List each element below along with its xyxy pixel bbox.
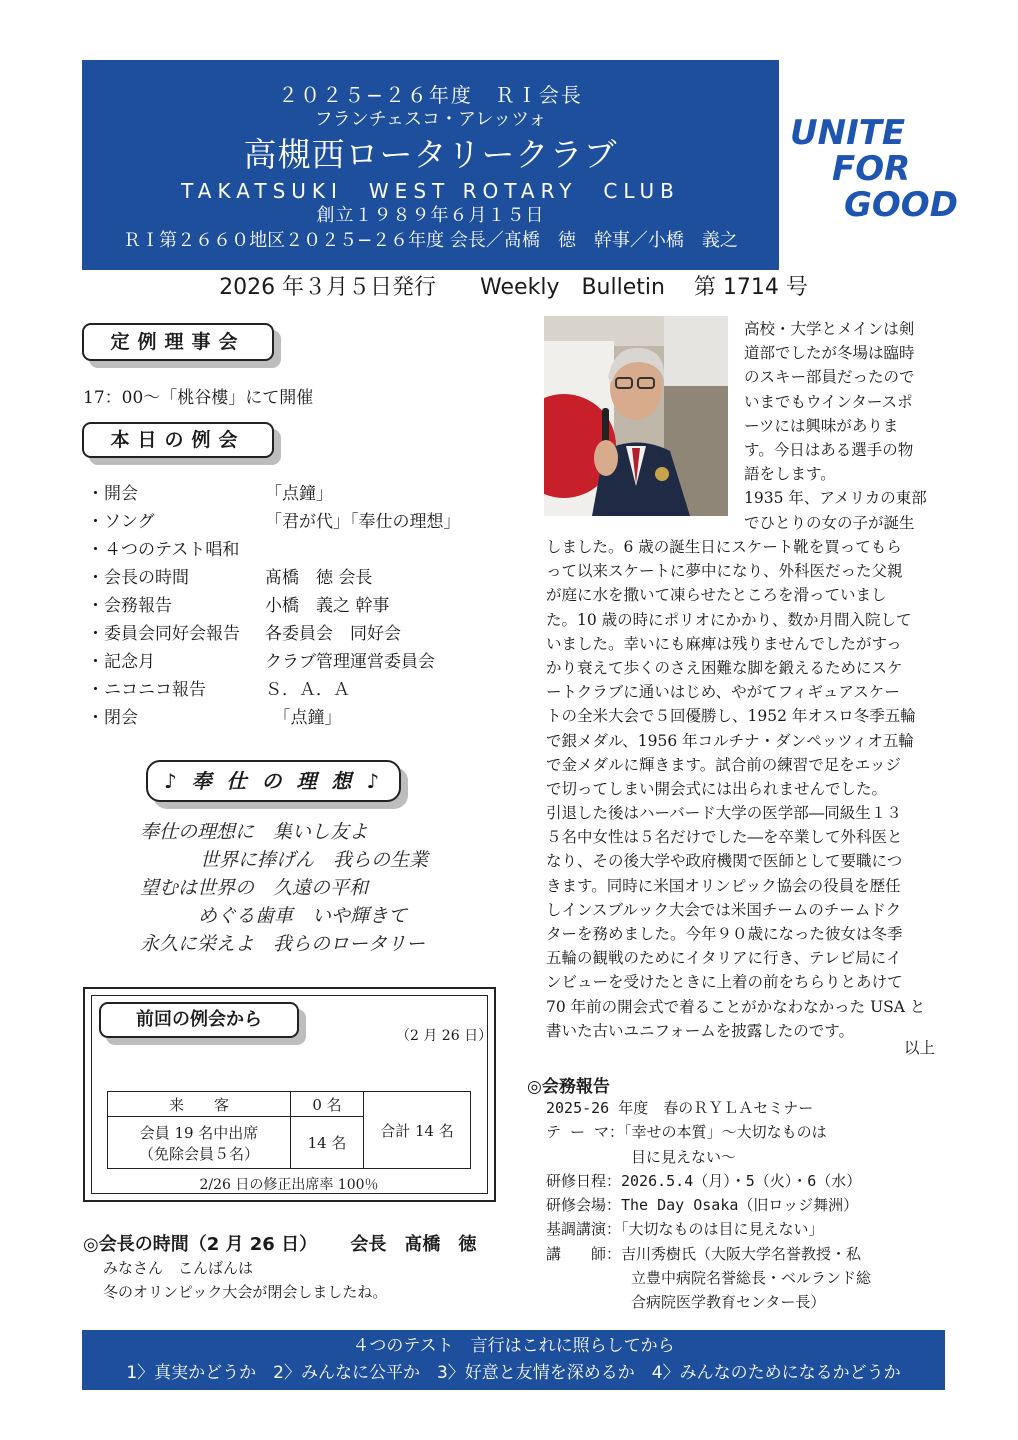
ryla-theme-cont: 目に見えない〜 [631, 1147, 737, 1166]
president-remark: 冬のオリンピック大会が閉会しましたね。 [103, 1283, 388, 1301]
four-way-test-title: ４つのテスト 言行はこれに照らしてから [352, 1336, 675, 1356]
agenda-value: 「点鐘」 [265, 708, 342, 728]
article-line: なり、その後大学や政府機関で医師として要職につ [546, 852, 903, 871]
article-line: ーツには興味がありま [744, 416, 899, 435]
anthem-line: 奉仕の理想に 集いし友よ [140, 821, 369, 843]
logo-line-3: GOOD [844, 185, 958, 225]
article-line: のスキー部員だったので [744, 368, 915, 387]
article-line: 五輪の観戦のためにイタリアに行き、テレビ局にイ [546, 949, 902, 968]
article-line: 引退した後はハーバード大学の医学部―同級生１３ [546, 804, 902, 823]
anthem-line: 永久に栄えよ 我らのロータリー [140, 933, 426, 955]
ryla-seminar [546, 1096, 941, 1315]
club-name-en: TAKATSUKI WEST ROTARY CLUB [181, 179, 680, 203]
article-line: いました。幸いにも麻痺は残りませんでしたがすっ [546, 634, 902, 653]
agenda-list [87, 480, 507, 732]
anthem-title: ♪ 奉 仕 の 理 想 ♪ [146, 760, 401, 802]
article-line: で銀メダル、1956 年コルチナ・ダンペッツィオ五輪 [546, 731, 914, 750]
ri-president-name: フランチェスコ・アレッツォ [314, 109, 547, 130]
board-meeting-text: 17：00〜「桃谷樓」にて開催 [83, 388, 314, 408]
agenda-key: ・４つのテスト唱和 [87, 540, 240, 560]
president-time-heading: ◎会長の時間（2 月 26 日） 会長 髙橋 徳 [83, 1234, 477, 1255]
guest-value: 0 名 [291, 1092, 364, 1117]
ryla-keynote: 基調講演：「大切なものは目に見えない」 [546, 1220, 824, 1239]
article-line: 高校・大学とメインは剣 [744, 320, 915, 338]
member-value: 14 名 [291, 1117, 364, 1169]
previous-meeting-date: （2 月 26 日） [396, 1028, 493, 1044]
agenda-item [87, 480, 507, 508]
agenda-key: ・記念月 [87, 652, 155, 672]
agenda-key: ・ソング [87, 512, 155, 532]
agenda-item [87, 704, 507, 732]
board-meeting-title: 定例理事会 [82, 323, 274, 361]
agenda-value: 「君が代」「奉仕の理想」 [265, 512, 461, 532]
agenda-item [87, 564, 507, 592]
president-greeting: みなさん こんばんは [103, 1259, 254, 1277]
member-label [108, 1117, 291, 1169]
article-line: 1935 年、アメリカの東部 [744, 489, 927, 508]
agenda-value: Ｓ．Ａ．Ａ [265, 680, 350, 700]
agenda-item [87, 592, 507, 620]
speaker-photo [544, 316, 728, 516]
agenda-value: クラブ管理運営委員会 [265, 652, 435, 672]
article-line: いまでもウインタースポ [744, 392, 913, 411]
anthem-line: 望むは世界の 久遠の平和 [140, 877, 369, 899]
article-line: ターを務めました。今年９０歳になった彼女は冬季 [546, 925, 903, 943]
ryla-lecturer-cont: 合病院医学教育センター長） [631, 1293, 826, 1312]
attendance-rate: 2/26 日の修正出席率 100％ [199, 1177, 379, 1193]
club-officers: ＲＩ第２６６０地区２０２５−２６年度 会長／髙橋 徳 幹事／小橋 義之 [123, 230, 738, 251]
founded-date: 創立１９８９年６月１５日 [316, 205, 545, 226]
article-line: で金メダルに輝きます。試合前の練習で足をエッジ [546, 755, 901, 774]
agenda-item [87, 648, 507, 676]
agenda-value: 髙橋 徳 会長 [265, 568, 373, 588]
agenda-value: 「点鐘」 [265, 484, 333, 504]
article-line: しインスブルック大会では米国チームのチームドク [546, 900, 902, 919]
ryla-theme: テ ー マ：「幸せの本質」〜大切なものは [546, 1123, 827, 1142]
article-line: ５名中女性は５名だけでした―を卒業して外科医と [546, 828, 903, 847]
article-narrow [744, 317, 944, 535]
agenda-key: ・開会 [87, 484, 138, 504]
agenda-value: 各委員会 同好会 [265, 624, 401, 644]
article-line: ンビューを受けたときに上着の前をちらりとあけて [546, 973, 903, 992]
article-line: 書いた古いユニフォームを披露したのです。 [546, 1021, 854, 1040]
guest-label: 来 客 [108, 1092, 291, 1117]
article-line: た。10 歳の時にポリオにかかり、数か月間入院して [546, 610, 912, 629]
article-line: しました。6 歳の誕生日にスケート靴を買ってもら [546, 538, 902, 556]
article-line: きます。同時に米国オリンピック協会の役員を歴任 [546, 876, 901, 895]
attendance-table [107, 1091, 471, 1169]
logo-line-2: FOR [832, 149, 911, 189]
ryla-lecturer: 講 師：吉川秀樹氏（大阪大学名誉教授・私 [546, 1244, 862, 1263]
agenda-key: ・閉会 [87, 708, 138, 728]
anthem-line: 世界に捧げん 我らの生業 [200, 849, 429, 871]
article-end: 以上 [904, 1039, 936, 1057]
ri-president-year: ２０２５−２６年度 ＲＩ会長 [278, 83, 583, 107]
unite-for-good-logo [788, 115, 963, 225]
article-line: トの全米大会で５回優勝し、1952 年オスロ冬季五輪 [546, 707, 916, 726]
ryla-title: 2025-26 年度 春のＲＹＬＡセミナー [546, 1099, 814, 1117]
issue-line: 2026 年３月５日発行 Weekly Bulletin 第 1714 号 [219, 275, 808, 300]
agenda-key: ・会務報告 [87, 596, 172, 616]
speaker-photo-illustration [544, 316, 728, 516]
article-line: って以来スケートに夢中になり、外科医だった父親 [546, 562, 903, 581]
four-way-test-banner [82, 1330, 945, 1390]
ryla-lecturer-cont: 立豊中病院名誉総長・ベルランド総 [631, 1269, 872, 1288]
anthem-lyrics [140, 818, 510, 958]
four-way-test-items: 1〉真実かどうか 2〉みんなに公平か 3〉好意と友情を深めるか 4〉みんなのためになるかどうか [126, 1363, 901, 1383]
article-wide [546, 535, 942, 1043]
agenda-key: ・会長の時間 [87, 568, 189, 588]
previous-meeting-title: 前回の例会から [99, 1002, 299, 1038]
article-line: 道部でしたが冬場は臨時 [744, 344, 915, 363]
masthead [82, 60, 779, 270]
agenda-key: ・ニコニコ報告 [87, 680, 206, 700]
article-line: でひとりの女の子が誕生 [744, 513, 915, 532]
agenda-key: ・委員会同好会報告 [87, 624, 240, 644]
business-report-heading: ◎会務報告 [527, 1077, 610, 1097]
article-line: かり衰えて歩くのさえ困難な脚を鍛えるためにスケ [546, 658, 903, 677]
today-meeting-title: 本日の例会 [82, 422, 274, 458]
agenda-item [87, 676, 507, 704]
ryla-dates: 研修日程：2026.5.4（月）・5（火）・6（水） [546, 1171, 862, 1190]
logo-line-1: UNITE [790, 113, 906, 153]
anthem-line: めぐる歯車 いや輝きて [198, 905, 408, 927]
article-line: す。今日はある選手の物 [744, 440, 914, 459]
article-line: 70 年前の開会式で着ることがかなわなかった USA と [546, 997, 926, 1016]
agenda-item [87, 620, 507, 648]
attendance-total: 合計 14 名 [364, 1092, 471, 1169]
club-name: 高槻西ロータリークラブ [243, 135, 618, 174]
member-label-line-1: 会員 19 名中出席 [139, 1123, 259, 1142]
member-label-line-2: （免除会員５名） [138, 1144, 259, 1163]
article-line: ートクラブに通いはじめ、やがてフィギュアスケー [546, 683, 900, 702]
agenda-item [87, 508, 507, 536]
agenda-item [87, 536, 507, 564]
article-line: で切ってしまい開会式には出られませんでした。 [546, 779, 888, 798]
article-line: 語をします。 [744, 465, 836, 484]
ryla-venue: 研修会場：The Day Osaka（旧ロッジ舞洲） [546, 1196, 859, 1215]
agenda-value: 小橋 義之 幹事 [265, 596, 390, 616]
article-line: が庭に水を撒いて凍らせたところを滑っていまし [546, 586, 887, 605]
